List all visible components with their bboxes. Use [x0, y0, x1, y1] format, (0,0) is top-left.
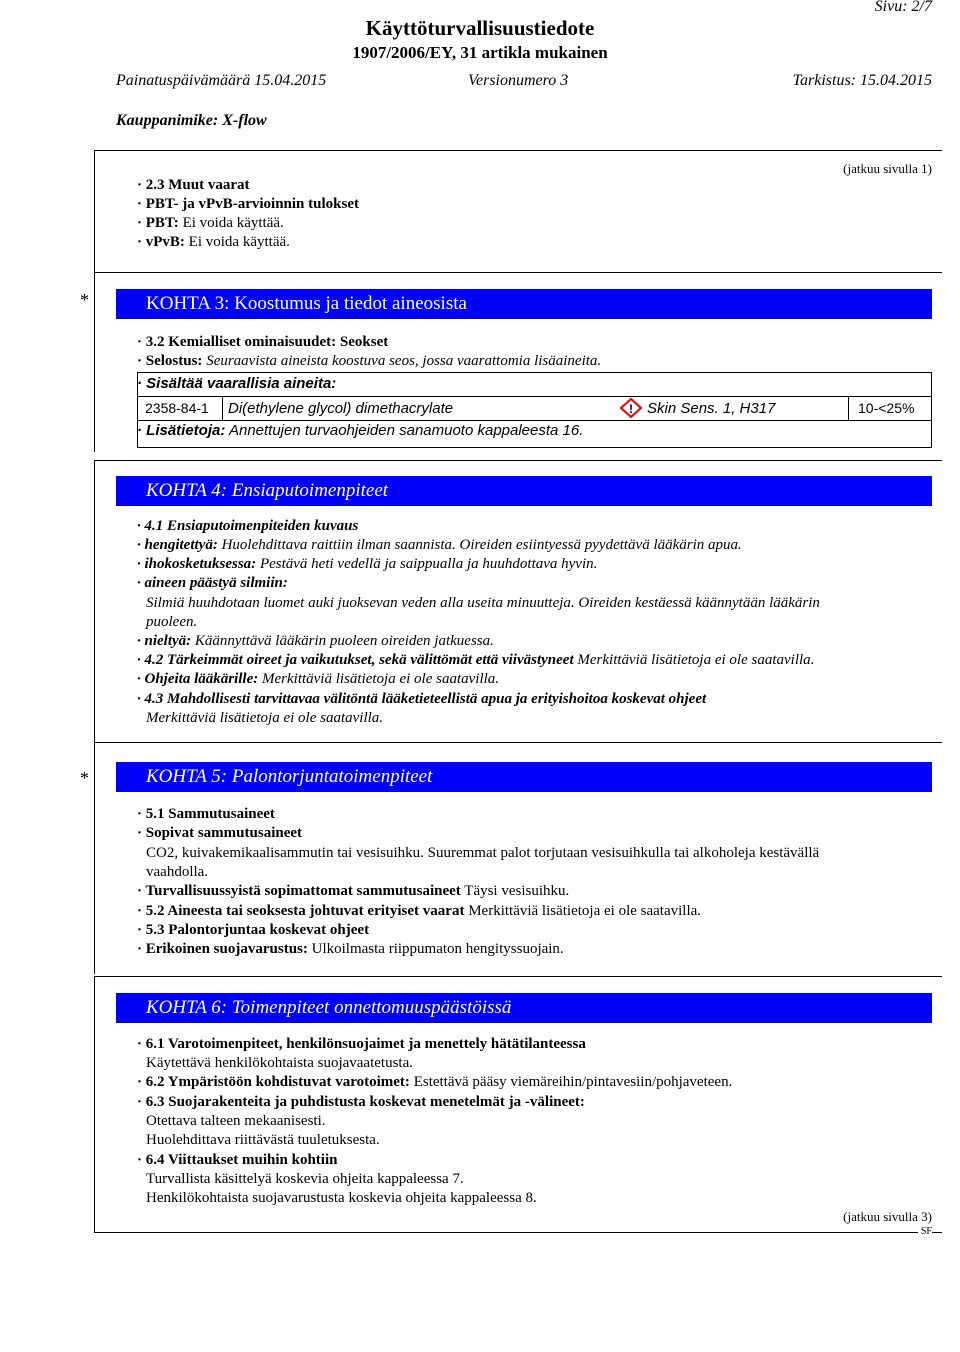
section-6-3-text-2: Huolehdittava riittävästä tuuletuksesta. — [146, 1132, 380, 1148]
print-date: Painatuspäivämäärä 15.04.2015 — [116, 72, 327, 89]
pbt-value: Ei voida käyttää. — [178, 215, 284, 231]
cas-number: 2358-84-1 — [145, 400, 209, 416]
section-6-4-text-2: Henkilökohtaista suojavarustusta koskevia ohjeita kappaleessa 8. — [146, 1190, 537, 1206]
unsuitable-agents-label: · Turvallisuussyistä sopimattomat sammutusaineet — [137, 883, 461, 899]
section-4-title: KOHTA 4: Ensiaputoimenpiteet — [116, 476, 932, 506]
skin-contact-value: Pestävä heti vedellä ja saippualla ja huuhdottava hyvin. — [256, 556, 598, 572]
symptoms-label: · 4.2 Tärkeimmät oireet ja vaikutukset, sekä välittömät että viivästyneet — [137, 652, 574, 668]
revision-date: Tarkistus: 15.04.2015 — [792, 72, 932, 89]
section-6-1-text: Käytettävä henkilökohtaista suojavaatetusta. — [146, 1055, 413, 1071]
document-subtitle: 1907/2006/EY, 31 artikla mukainen — [352, 43, 608, 62]
vpvb-label: · vPvB: — [137, 234, 185, 250]
section-6-3-heading: · 6.3 Suojarakenteita ja puhdistusta koskevat menetelmät ja -välineet: — [137, 1094, 585, 1110]
document-title: Käyttöturvallisuustiedote — [365, 16, 595, 40]
section-4-3-heading: · 4.3 Mahdollisesti tarvittavaa välitöntä lääketieteellistä apua ja erityishoitoa koskevat ohjeet — [137, 691, 707, 707]
unsuitable-agents-line — [137, 882, 569, 901]
description-label: · Selostus: — [137, 353, 203, 369]
suitable-agents-text-cont: vaahdolla. — [146, 864, 209, 880]
table-divider — [137, 396, 932, 397]
inhalation-label: · hengitettyä: — [137, 537, 218, 553]
table-cell-divider — [222, 396, 223, 420]
doctor-info-line — [137, 670, 499, 689]
section-5-title: KOHTA 5: Palontorjuntatoimenpiteet — [116, 762, 932, 792]
protective-equipment-line — [137, 940, 564, 959]
footer-rule — [94, 1232, 942, 1233]
section-5-1-heading: · 5.1 Sammutusaineet — [137, 806, 275, 822]
hazard-classification: Skin Sens. 1, H317 — [647, 400, 776, 417]
eye-contact-heading: · aineen päästyä silmiin: — [137, 575, 288, 591]
page-number: Sivu: 2/7 — [874, 0, 932, 15]
special-hazards-value: Merkittäviä lisätietoja ei ole saatavilla. — [464, 903, 702, 919]
language-code: SF — [918, 1226, 932, 1237]
skin-contact-line — [137, 555, 597, 574]
section-6-4-heading: · 6.4 Viittaukset muihin kohtiin — [137, 1152, 338, 1168]
section-3-2-heading: · 3.2 Kemialliset ominaisuudet: Seokset — [137, 334, 389, 350]
vpvb-line — [137, 233, 290, 252]
concentration: 10-<25% — [858, 400, 915, 416]
special-hazards-label: · 5.2 Aineesta tai seoksesta johtuvat erityiset vaarat — [137, 903, 465, 919]
section-6-4-text-1: Turvallista käsittelyä koskevia ohjeita kappaleessa 7. — [146, 1171, 464, 1187]
version-number: Versionumero 3 — [468, 72, 569, 89]
description-line — [137, 352, 601, 371]
pbt-line — [137, 214, 284, 233]
special-hazards-line — [137, 902, 701, 921]
symptoms-value: Merkittäviä lisätietoja ei ole saatavilla. — [573, 652, 815, 668]
section-6-title: KOHTA 6: Toimenpiteet onnettomuuspäästöissä — [116, 993, 932, 1023]
skin-contact-label: · ihokosketuksessa: — [137, 556, 257, 572]
additional-info-value: Annettujen turvaohjeiden sanamuoto kappaleesta 16. — [225, 422, 584, 439]
section-6-1-heading: · 6.1 Varotoimenpiteet, henkilönsuojaimet ja menettely hätätilanteessa — [137, 1036, 586, 1052]
additional-info-line — [137, 422, 583, 439]
continued-on-label: (jatkuu sivulla 3) — [843, 1209, 932, 1224]
protective-equipment-label: · Erikoinen suojavarustus: — [137, 941, 308, 957]
section-4-1-heading: · 4.1 Ensiaputoimenpiteiden kuvaus — [137, 518, 359, 534]
protective-equipment-value: Ulkoilmasta riippumaton hengityssuojain. — [307, 941, 564, 957]
trade-name: Kauppanimike: X-flow — [116, 112, 267, 129]
eye-contact-text-cont: puoleen. — [146, 614, 198, 630]
symptoms-line — [137, 651, 814, 670]
environmental-line — [137, 1073, 732, 1092]
svg-text:!: ! — [629, 402, 633, 416]
table-heading: · Sisältää vaarallisia aineita: — [137, 375, 337, 392]
section-6-3-text-1: Otettava talteen mekaanisesti. — [146, 1113, 326, 1129]
substance-name: Di(ethylene glycol) dimethacrylate — [228, 400, 454, 417]
eye-contact-text: Silmiä huuhdotaan luomet auki juoksevan veden alla useita minuutteja. Oireiden kestäessä käännytään lääkärin — [146, 595, 820, 611]
change-marker: * — [80, 290, 89, 310]
continued-from-label: (jatkuu sivulla 1) — [843, 161, 932, 176]
ingestion-label: · nieltyä: — [137, 633, 192, 649]
doctor-info-label: · Ohjeita lääkärille: — [137, 671, 259, 687]
section-4-3-text: Merkittäviä lisätietoja ei ole saatavilla. — [146, 710, 384, 726]
doctor-info-value: Merkittäviä lisätietoja ei ole saatavilla. — [258, 671, 500, 687]
ingestion-value: Käännyttävä lääkärin puoleen oireiden jatkuessa. — [191, 633, 494, 649]
inhalation-line — [137, 536, 742, 555]
section-3-title: KOHTA 3: Koostumus ja tiedot aineosista — [116, 289, 932, 319]
exclamation-warning-icon — [620, 398, 642, 418]
section-5-3-heading: · 5.3 Palontorjuntaa koskevat ohjeet — [137, 922, 370, 938]
description-value: Seuraavista aineista koostuva seos, jossa vaarattomia lisäaineita. — [202, 353, 602, 369]
environmental-value: Estettävä pääsy viemäreihin/pintavesiin/pohjaveteen. — [409, 1074, 733, 1090]
inhalation-value: Huolehdittava raittiin ilman saannista. Oireiden esiintyessä pyydettävä lääkärin apua. — [217, 537, 742, 553]
unsuitable-agents-value: Täysi vesisuihku. — [460, 883, 570, 899]
table-cell-divider — [848, 396, 849, 420]
environmental-label: · 6.2 Ympäristöön kohdistuvat varotoimet: — [137, 1074, 410, 1090]
section-2-3-heading: · 2.3 Muut vaarat — [137, 177, 250, 193]
suitable-agents-heading: · Sopivat sammutusaineet — [137, 825, 303, 841]
vpvb-value: Ei voida käyttää. — [184, 234, 290, 250]
suitable-agents-text: CO2, kuivakemikaalisammutin tai vesisuihku. Suuremmat palot torjutaan vesisuihkulla tai alkoholeja kestävällä — [146, 845, 820, 861]
ingestion-line — [137, 632, 494, 651]
pbt-vpvb-heading: · PBT- ja vPvB-arvioinnin tulokset — [137, 196, 359, 212]
table-divider — [137, 420, 932, 421]
change-marker: * — [80, 768, 89, 788]
additional-info-label: · Lisätietoja: — [137, 422, 226, 439]
pbt-label: · PBT: — [137, 215, 179, 231]
